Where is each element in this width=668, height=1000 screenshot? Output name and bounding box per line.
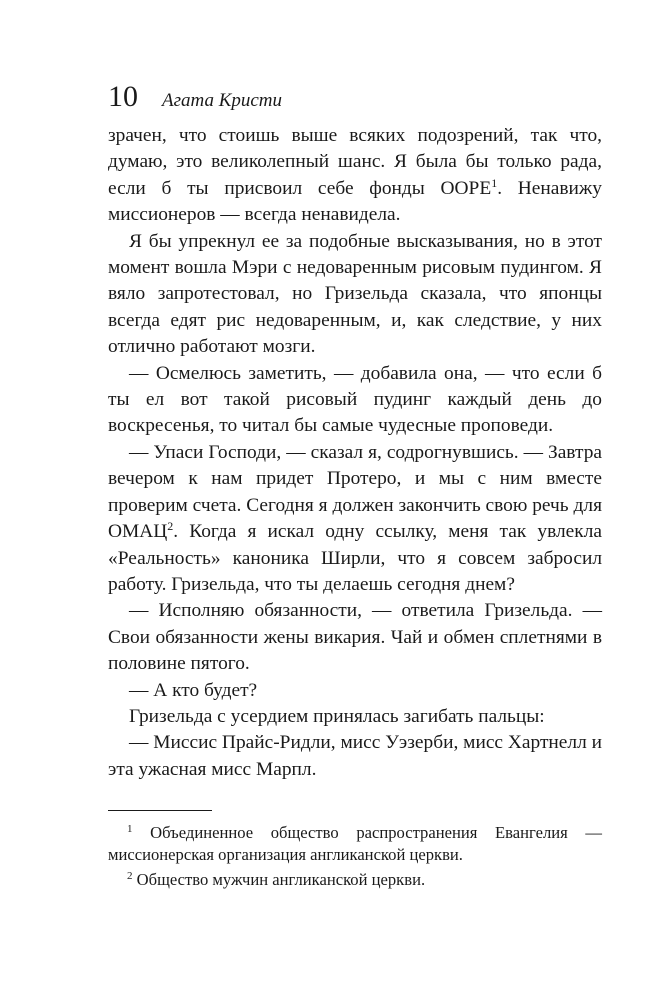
- paragraph-4-part-b: . Когда я искал одну ссылку, меня так увлекла «Реальность» каноника Ширли, что я совсем забросил работу. Гризельда, что ты делаешь сегодня днем?: [108, 521, 602, 595]
- footnote-1: [108, 822, 602, 865]
- footnote-ref-2[interactable]: 2: [167, 519, 174, 534]
- footnotes: [108, 822, 602, 895]
- page-header: [108, 82, 282, 112]
- running-head-author: Агата Кристи: [162, 90, 282, 111]
- paragraph-1-part-b: . Ненавижу миссионеров — всегда ненавидела.: [108, 177, 602, 226]
- paragraph-5: — Исполняю обязанности, — ответила Гризельда. — Свои обязанности жены викария. Чай и обмен сплетнями в половине пятого.: [108, 600, 602, 675]
- paragraph-1: [108, 123, 602, 229]
- paragraph-6: — А кто будет?: [129, 679, 258, 701]
- footnote-ref-1[interactable]: 1: [491, 175, 498, 190]
- body-text: [108, 123, 602, 783]
- paragraph-4-part-a: — Упаси Господи, — сказал я, содрогнувшись. — Завтра вечером к нам придет Протеро, и мы с ним вместе проверим счета. Сегодня я должен закончить свою речь для ОМАЦ: [108, 441, 602, 543]
- paragraph-7: Гризельда с усердием принялась загибать пальцы:: [129, 705, 545, 727]
- paragraph-1-part-a: зрачен, что стоишь выше всяких подозрений, так что, думаю, это великолепный шанс. Я была бы только рада, если б ты присвоил себе фонды ООРЕ: [108, 125, 602, 199]
- footnote-2: [108, 869, 602, 891]
- paragraph-2: Я бы упрекнул ее за подобные высказывания, но в этот момент вошла Мэри с недоваренным рисовым пудингом. Я вяло запротестовал, но Гризельда сказала, что японцы всегда едят рис недоваренным, и, как следствие, у них отлично работают мозги.: [108, 230, 602, 358]
- paragraph-3: — Осмелюсь заметить, — добавила она, — что если б ты ел вот такой рисовый пудинг каждый день до воскресенья, то читал бы самые чудесные проповеди.: [108, 362, 602, 437]
- footnote-1-text: Объединенное общество распространения Евангелия — миссионерская организация англиканской церкви.: [108, 823, 602, 864]
- footnote-2-marker: 2: [127, 870, 133, 882]
- paragraph-8: — Миссис Прайс-Ридли, мисс Уэзерби, мисс Хартнелл и эта ужасная мисс Марпл.: [108, 732, 602, 780]
- page-number: 10: [108, 80, 138, 113]
- paragraph-4: [108, 440, 602, 598]
- footnote-2-text: Общество мужчин англиканской церкви.: [132, 870, 426, 889]
- footnote-1-marker: 1: [127, 823, 133, 835]
- footnote-divider: [108, 810, 212, 811]
